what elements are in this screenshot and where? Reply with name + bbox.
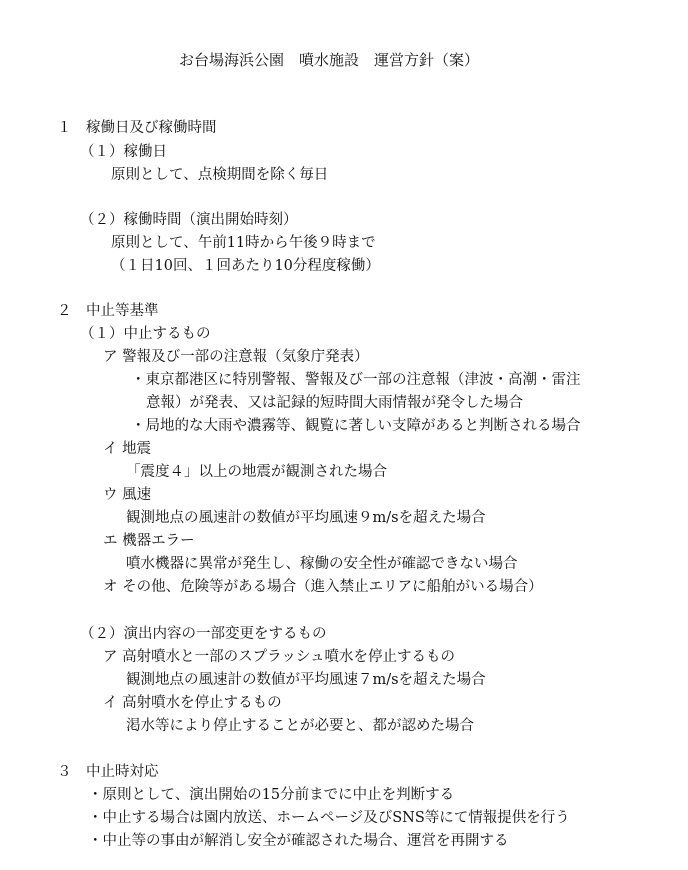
section-1-item-2-text-2: （１日10回、１回あたり10分程度稼働） [111,258,380,274]
subitem-e-heading: エ 機器エラー [103,533,195,549]
subitem-i-text: 「震度４」以上の地震が観測された場合 [126,464,387,480]
subitem-2a-text: 観測地点の風速計の数値が平均風速７m/sを超えた場合 [126,672,486,688]
subitem-a-bullet-2: ・局地的な大雨や濃霧等、観覧に著しい支障があると判断される場合 [131,418,581,434]
section-3-bullet-3: ・中止等の事由が解消し安全が確認された場合、運営を再開する [88,833,509,849]
subitem-u-text: 観測地点の風速計の数値が平均風速９m/sを超えた場合 [126,510,486,526]
section-1-item-2-text-1: 原則として、午前11時から午後９時まで [111,235,376,251]
subitem-i-heading: イ 地震 [103,441,152,457]
section-3-bullet-2: ・中止する場合は園内放送、ホームページ及びSNS等にて情報提供を行う [88,810,570,826]
subitem-o-heading: オ その他、危険等がある場合（進入禁止エリアに船舶がいる場合） [103,579,543,595]
subitem-a-bullet-1: ・東京都港区に特別警報、警報及び一部の注意報（津波・高潮・雷注 [131,372,581,388]
subitem-a-heading: ア 警報及び一部の注意報（気象庁発表） [103,349,369,365]
section-1-item-1-text: 原則として、点検期間を除く毎日 [111,167,329,183]
section-2-heading: ２ 中止等基準 [57,303,159,319]
subitem-a-bullet-1-cont: 意報）が発表、又は記録的短時間大雨情報が発令した場合 [146,395,523,411]
subitem-e-text: 噴水機器に異常が発生し、稼働の安全性が確認できない場合 [126,556,518,572]
subitem-u-heading: ウ 風速 [103,487,152,503]
section-1-item-2-heading: （２）稼働時間（演出開始時刻） [80,212,298,228]
section-2-item-2-heading: （２）演出内容の一部変更をするもの [80,626,327,642]
subitem-2a-heading: ア 高射噴水と一部のスプラッシュ噴水を停止するもの [103,649,456,665]
section-1-heading: １ 稼働日及び稼働時間 [57,120,217,136]
section-1-item-1-heading: （１）稼働日 [80,144,167,160]
subitem-2i-heading: イ 高射噴水を停止するもの [103,695,282,711]
subitem-2i-text: 渇水等により停止することが必要と、都が認めた場合 [126,718,474,734]
document-title: お台場海浜公園 噴水施設 運営方針（案） [179,51,480,69]
section-3-heading: ３ 中止時対応 [57,764,159,780]
section-3-bullet-1: ・原則として、演出開始の15分前までに中止を判断する [88,787,455,803]
section-2-item-1-heading: （１）中止するもの [80,326,211,342]
